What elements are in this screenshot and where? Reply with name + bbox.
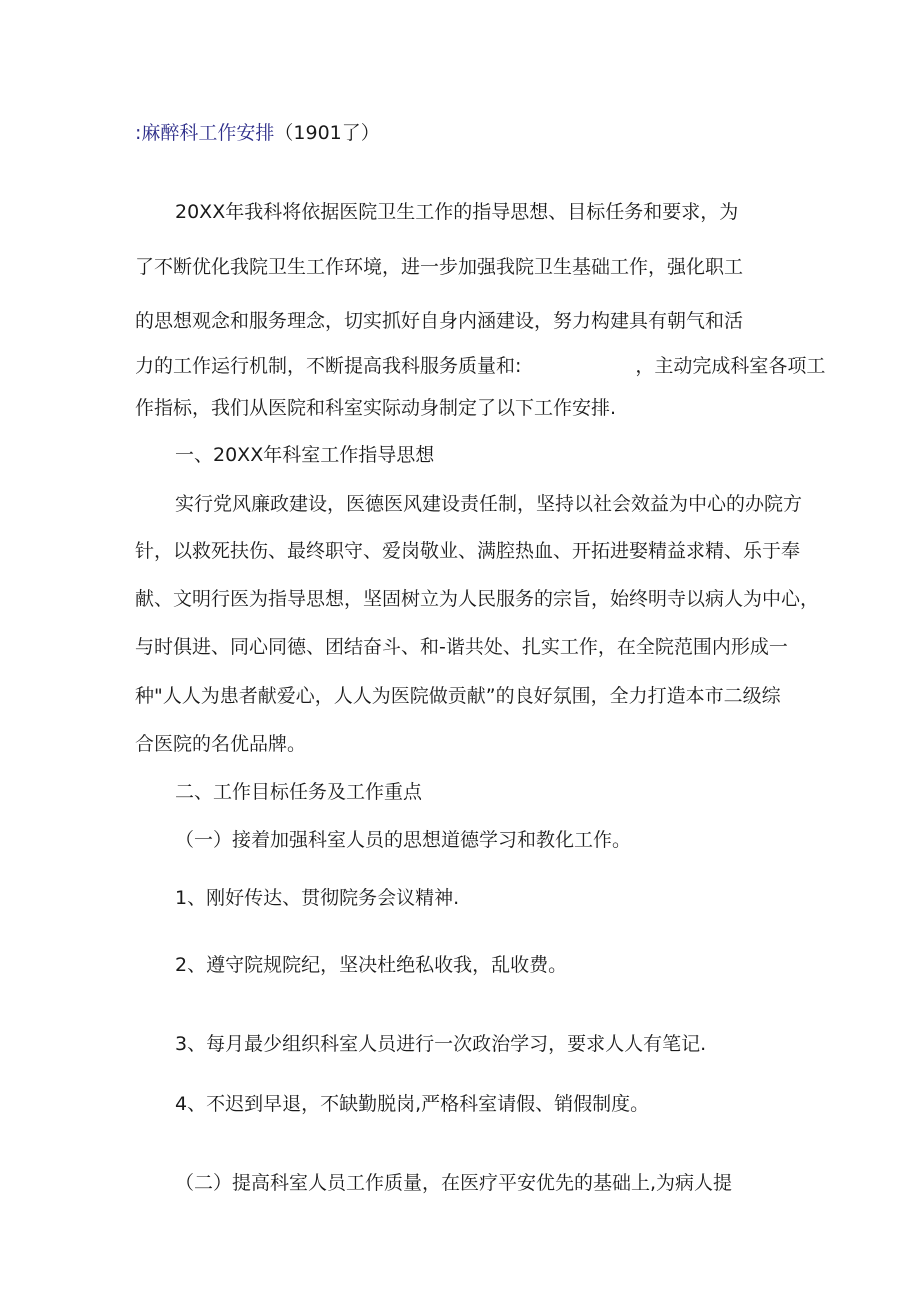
subsection-heading-2: （二）提高科室人员工作质量，在医疗平安优先的基础上,为病人提 (175, 1172, 733, 1194)
list-item-2: 2、遵守院规院纪，坚决杜绝私收我，乱收费。 (175, 954, 568, 976)
paragraph-line-9: 与时俱进、同心同德、团结奋斗、和-谐共处、扎实工作，在全院范围内形成一 (135, 636, 788, 658)
paragraph-line-3: 的思想观念和服务理念，切实抓好自身内涵建设，努力构建具有朝气和活 (135, 310, 744, 332)
paragraph-line-2: 了不断优化我院卫生工作环境，进一步加强我院卫生基础工作，强化职工 (135, 256, 744, 278)
paragraph-line-11: 合医院的名优品牌。 (135, 733, 307, 755)
list-item-3: 3、每月最少组织科室人员进行一次政治学习，要求人人有笔记. (175, 1033, 707, 1055)
document-title (135, 121, 380, 145)
paragraph-line-10: 种"人人为患者献爱心，人人为医院做贡献”的良好氛围，全力打造本市二级综 (135, 685, 781, 707)
title-main: :麻醉科工作安排 (135, 122, 275, 144)
title-year: （1901了） (274, 122, 380, 144)
paragraph-line-5: 作指标，我们从医院和科室实际动身制定了以下工作安排. (135, 397, 617, 419)
paragraph-line-4: 力的工作运行机制，不断提高我科服务质量和: ，主动完成科室各项工 (135, 355, 826, 377)
subsection-heading-1: （一）接着加强科室人员的思想道德学习和教化工作。 (175, 829, 632, 851)
paragraph-line-1: 20XX年我科将依据医院卫生工作的指导思想、目标任务和要求，为 (175, 201, 739, 223)
list-item-1: 1、刚好传达、贯彻院务会议精神. (175, 887, 460, 909)
list-item-4: 4、不迟到早退，不缺勤脱岗,严格科室请假、销假制度。 (175, 1093, 650, 1115)
section-heading-1: 一、20XX年科室工作指导思想 (175, 444, 435, 466)
paragraph-line-8: 献、文明行医为指导思想，坚固树立为人民服务的宗旨，始终明寺以病人为中心， (135, 588, 820, 610)
paragraph-line-7: 针，以救死扶伤、最终职守、爱岗敬业、满腔热血、开拓进娶精益求精、乐于奉 (135, 540, 801, 562)
paragraph-line-6: 实行党风廉政建设，医德医风建设责任制，坚持以社会效益为中心的办院方 (175, 493, 803, 515)
section-heading-2: 二、工作目标任务及工作重点 (175, 781, 423, 803)
